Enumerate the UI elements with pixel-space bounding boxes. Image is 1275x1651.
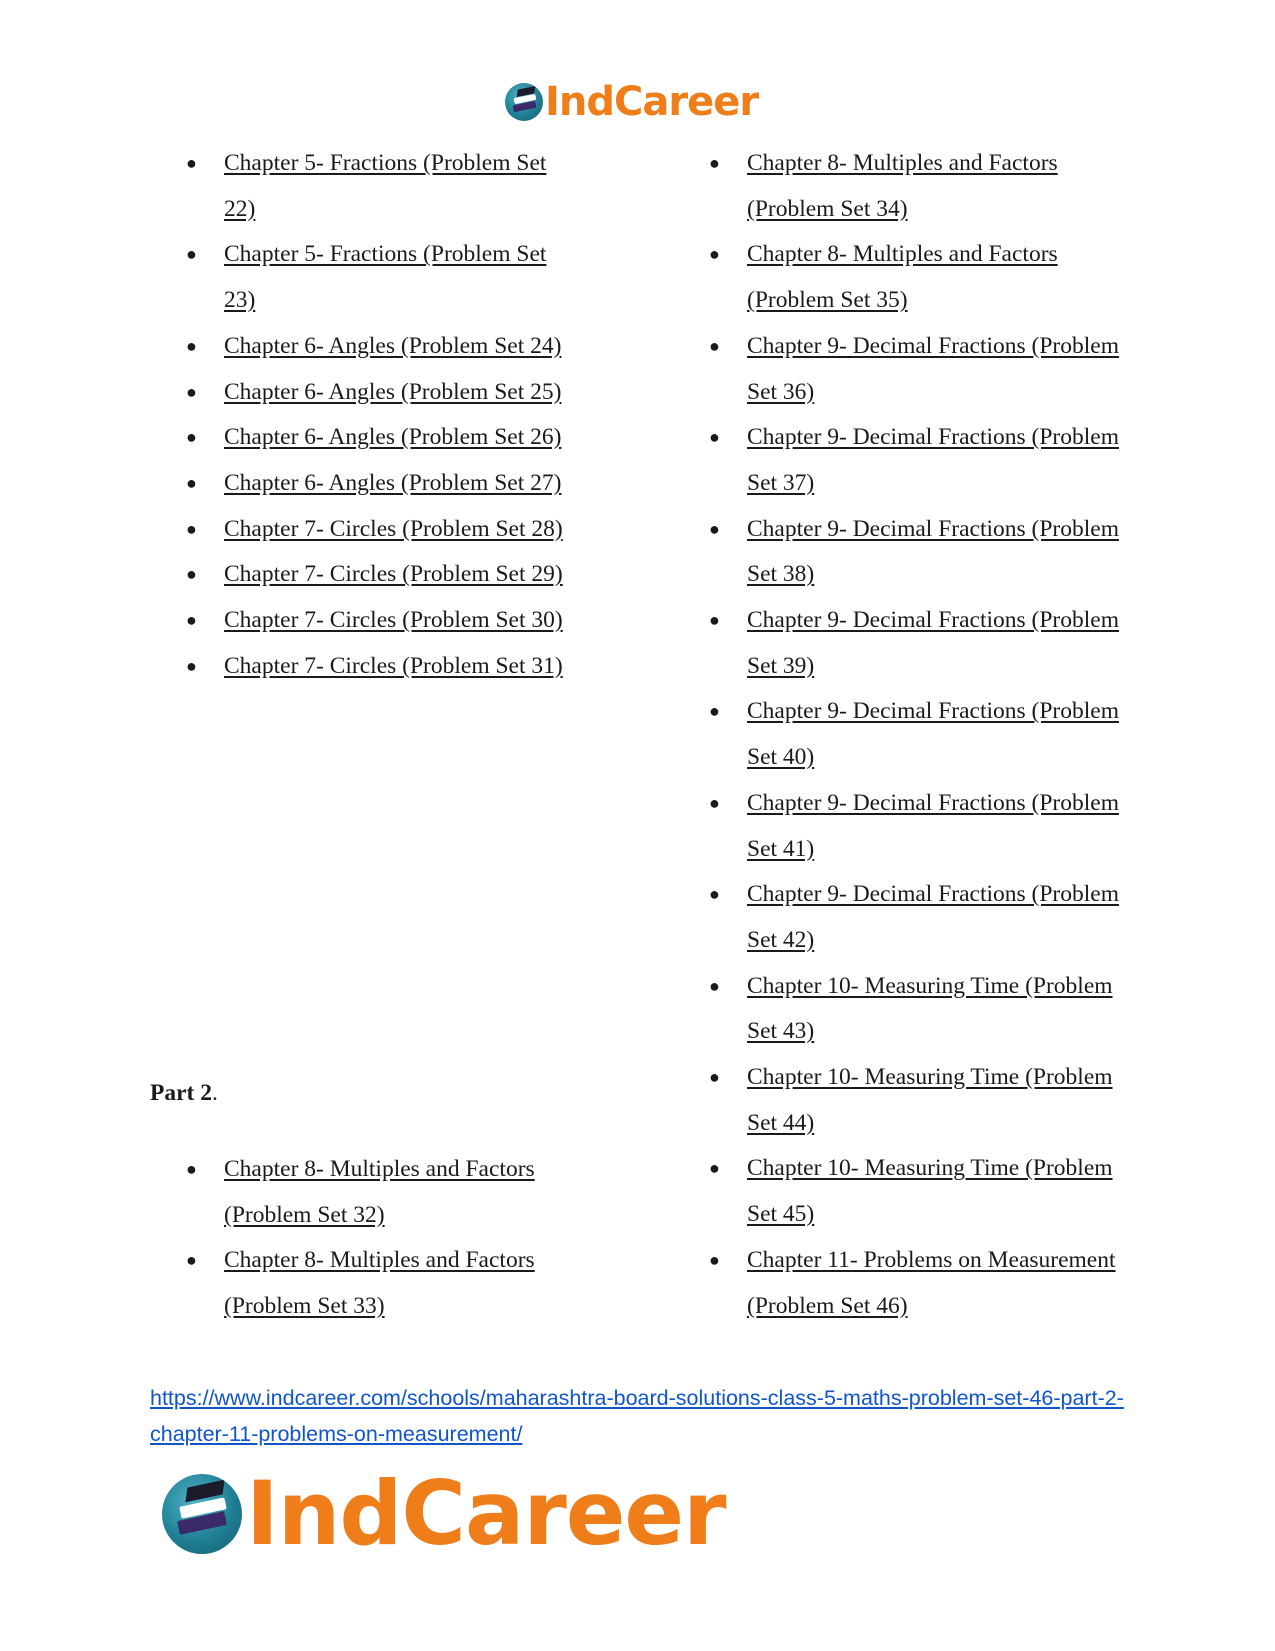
bullet-icon: ● [186, 244, 197, 265]
bullet-icon: ● [186, 153, 197, 173]
bullet-icon: ● [186, 335, 197, 356]
chapter-link[interactable]: Chapter 8- Multiples and Factors (Problem Set 35) [747, 241, 1058, 314]
chapter-link[interactable]: Chapter 6- Angles (Problem Set 25) [224, 378, 562, 405]
list-item [673, 872, 1133, 963]
list-item [673, 1238, 1133, 1329]
list-item [673, 1055, 1133, 1146]
chapter-link[interactable]: Chapter 7- Circles (Problem Set 29) [224, 561, 563, 588]
bullet-icon: ● [709, 427, 720, 448]
logo-books-icon [505, 83, 543, 121]
bullet-icon: ● [186, 610, 197, 631]
bullet-icon: ● [709, 884, 720, 905]
bullet-icon: ● [709, 1158, 720, 1179]
left-link-list [150, 141, 570, 689]
part-heading [150, 1080, 218, 1107]
bullet-icon: ● [709, 975, 720, 996]
list-item [673, 781, 1133, 872]
bullet-icon: ● [709, 792, 720, 813]
chapter-link[interactable]: Chapter 10- Measuring Time (Problem Set 43) [747, 972, 1113, 1045]
bullet-icon: ● [186, 1250, 197, 1271]
bullet-icon: ● [186, 655, 197, 676]
logo-books-icon [162, 1474, 242, 1554]
bullet-icon: ● [709, 244, 720, 265]
list-item [673, 1146, 1133, 1237]
chapter-link[interactable]: Chapter 7- Circles (Problem Set 28) [224, 515, 563, 542]
bullet-icon: ● [186, 427, 197, 448]
bullet-icon: ● [186, 518, 197, 539]
part2-link-list [150, 1147, 570, 1330]
list-item [150, 232, 570, 323]
chapter-link[interactable]: Chapter 5- Fractions (Problem Set 22) [224, 150, 547, 222]
list-item [673, 964, 1133, 1055]
chapter-link[interactable]: Chapter 9- Decimal Fractions (Problem Set 41) [747, 789, 1119, 862]
list-item [150, 141, 570, 232]
chapter-link[interactable]: Chapter 11- Problems on Measurement (Problem Set 46) [747, 1246, 1116, 1319]
chapter-link[interactable]: Chapter 8- Multiples and Factors (Problem Set 34) [747, 150, 1058, 222]
logo-wordmark: IndCareer [246, 1462, 726, 1565]
chapter-link[interactable]: Chapter 9- Decimal Fractions (Problem Set 36) [747, 332, 1119, 405]
header-logo [505, 79, 759, 125]
chapter-link[interactable]: Chapter 6- Angles (Problem Set 27) [224, 469, 562, 496]
chapter-link[interactable]: Chapter 8- Multiples and Factors (Problem Set 32) [224, 1156, 535, 1228]
list-item [673, 141, 1133, 232]
chapter-link[interactable]: Chapter 10- Measuring Time (Problem Set 45) [747, 1155, 1113, 1228]
list-item [150, 1147, 570, 1238]
part2-column [150, 1147, 570, 1330]
list-item [150, 324, 570, 370]
bullet-icon: ● [186, 1159, 197, 1179]
bullet-icon: ● [186, 564, 197, 585]
chapter-link[interactable]: Chapter 5- Fractions (Problem Set 23) [224, 241, 547, 314]
list-item [673, 598, 1133, 689]
bullet-icon: ● [186, 472, 197, 493]
list-item [673, 415, 1133, 506]
chapter-link[interactable]: Chapter 9- Decimal Fractions (Problem Set 37) [747, 424, 1119, 496]
logo-wordmark: IndCareer [545, 79, 759, 125]
chapter-link[interactable]: Chapter 7- Circles (Problem Set 31) [224, 652, 563, 679]
bullet-icon: ● [709, 610, 720, 631]
list-item [673, 689, 1133, 780]
bullet-icon: ● [709, 1249, 720, 1270]
list-item [150, 370, 570, 416]
list-item [150, 461, 570, 507]
bullet-icon: ● [186, 381, 197, 402]
bullet-icon: ● [709, 335, 720, 356]
bullet-icon: ● [709, 518, 720, 539]
part-heading-suffix: . [212, 1080, 218, 1106]
bullet-icon: ● [709, 153, 720, 173]
right-column [673, 141, 1133, 1329]
list-item [673, 324, 1133, 415]
list-item [673, 507, 1133, 598]
chapter-link[interactable]: Chapter 6- Angles (Problem Set 26) [224, 424, 562, 451]
list-item [150, 1238, 570, 1329]
chapter-link[interactable]: Chapter 9- Decimal Fractions (Problem Set 42) [747, 881, 1119, 953]
chapter-link[interactable]: Chapter 9- Decimal Fractions (Problem Set 39) [747, 607, 1119, 679]
chapter-link[interactable]: Chapter 10- Measuring Time (Problem Set 44) [747, 1064, 1113, 1136]
chapter-link[interactable]: Chapter 7- Circles (Problem Set 30) [224, 607, 563, 634]
source-url-link[interactable]: https://www.indcareer.com/schools/maharashtra-board-solutions-class-5-maths-problem-set-46-part-2-chapter-11-problems-on-measurement/ [150, 1386, 1124, 1446]
chapter-link[interactable]: Chapter 9- Decimal Fractions (Problem Set 40) [747, 698, 1119, 771]
bullet-icon: ● [709, 1067, 720, 1088]
footer-logo [162, 1462, 726, 1565]
left-column [150, 141, 570, 689]
list-item [150, 507, 570, 553]
list-item [150, 644, 570, 690]
chapter-link[interactable]: Chapter 6- Angles (Problem Set 24) [224, 332, 562, 359]
chapter-link[interactable]: Chapter 8- Multiples and Factors (Problem Set 33) [224, 1247, 535, 1320]
part-heading-text: Part 2 [150, 1080, 212, 1106]
bullet-icon: ● [709, 701, 720, 722]
list-item [673, 232, 1133, 323]
chapter-link[interactable]: Chapter 9- Decimal Fractions (Problem Set 38) [747, 515, 1119, 588]
right-link-list [673, 141, 1133, 1329]
list-item [150, 552, 570, 598]
list-item [150, 415, 570, 461]
list-item [150, 598, 570, 644]
